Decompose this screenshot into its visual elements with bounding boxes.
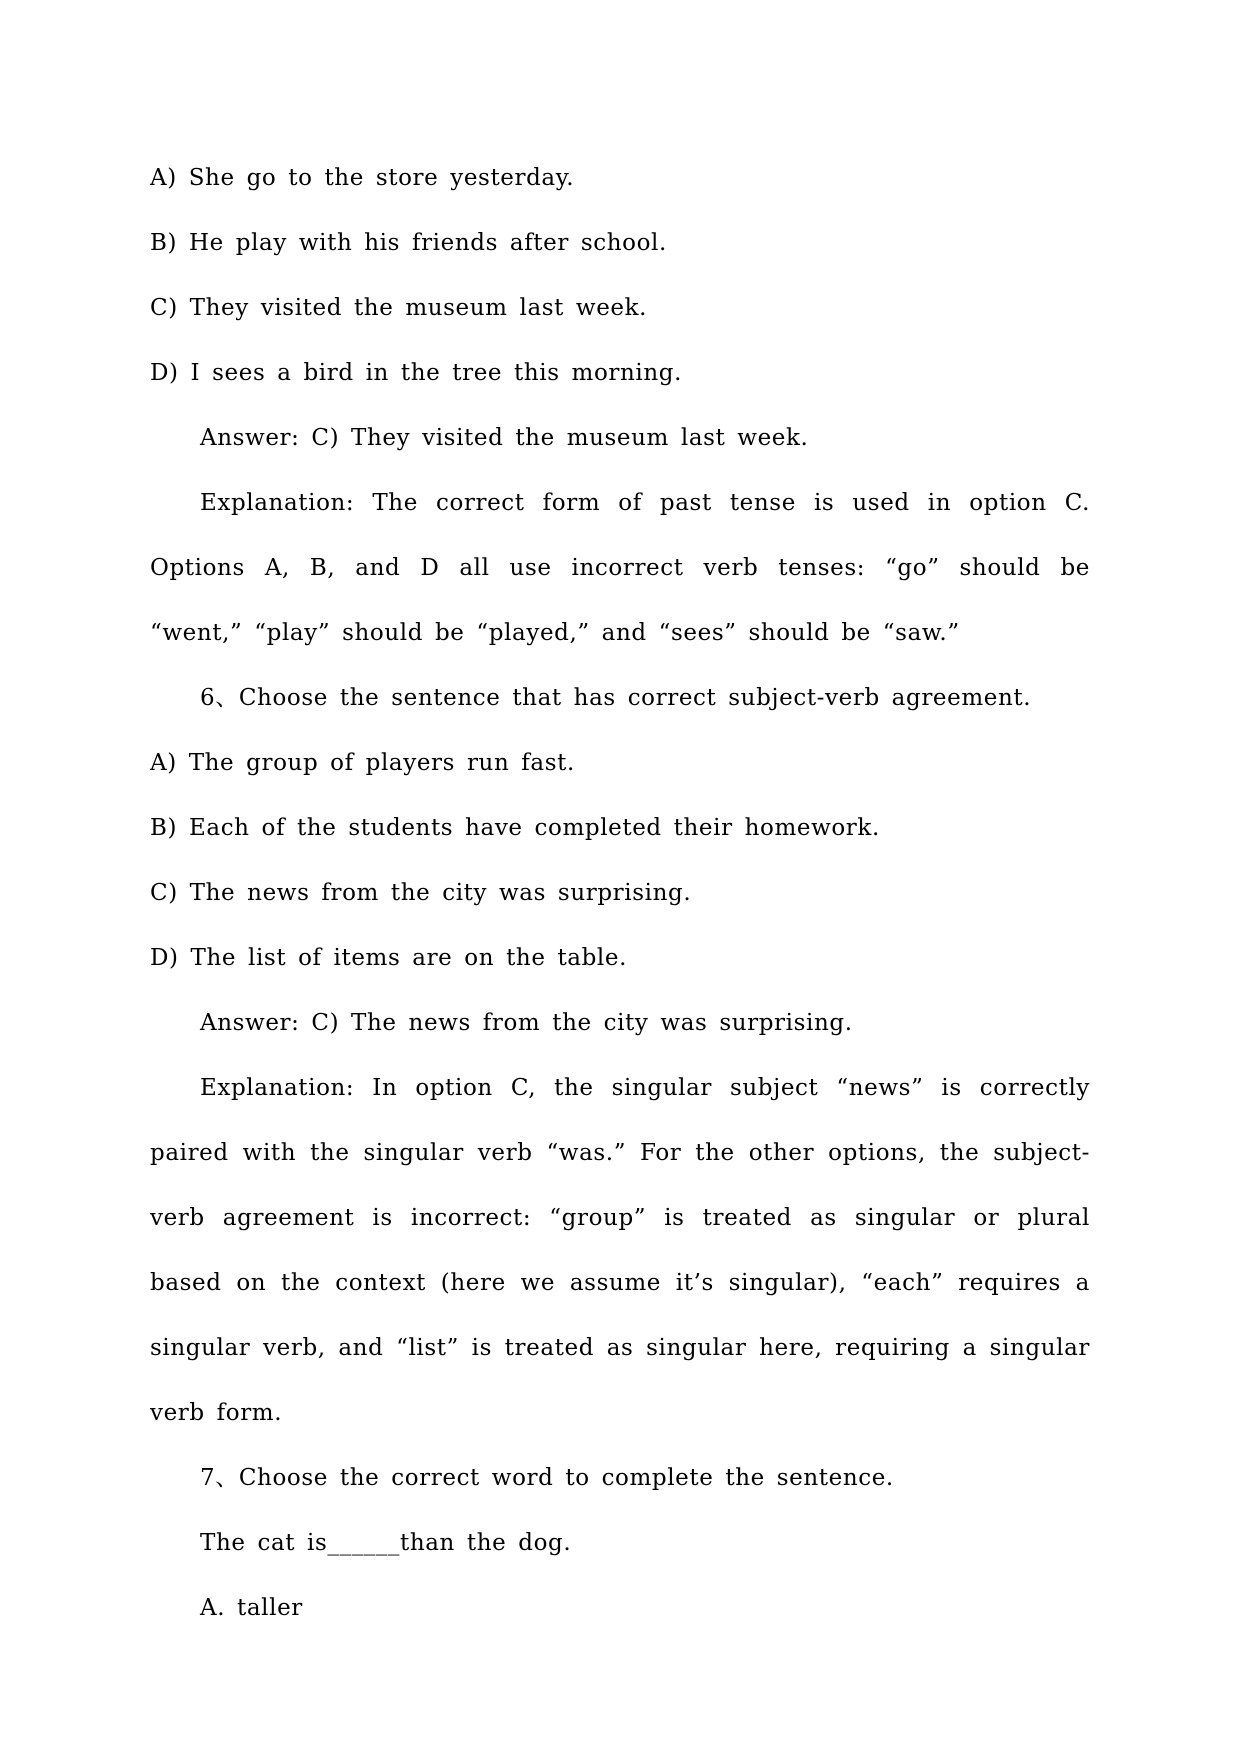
q5-option-b: B) He play with his friends after school. xyxy=(150,230,667,256)
q5-option-a: A) She go to the store yesterday. xyxy=(150,165,575,191)
q5-explanation: Explanation: The correct form of past tense is used in option C. Options A, B, and D all use incorrect verb tenses: “go” should be “went,” “play” should be “played,” and “sees” should be “saw.” xyxy=(150,490,1090,646)
q6-option-b: B) Each of the students have completed their homework. xyxy=(150,815,880,841)
q7-option-a: A. taller xyxy=(200,1595,303,1621)
q5-option-d: D) I sees a bird in the tree this morning. xyxy=(150,360,683,386)
q6-answer: Answer: C) The news from the city was surprising. xyxy=(200,1010,853,1036)
q7-question: 7、Choose the correct word to complete the sentence. xyxy=(200,1465,894,1491)
q6-question: 6、Choose the sentence that has correct subject-verb agreement. xyxy=(200,685,1032,711)
q6-option-a: A) The group of players run fast. xyxy=(150,750,575,776)
q6-option-c: C) The news from the city was surprising. xyxy=(150,880,692,906)
document-page xyxy=(150,146,1090,1641)
q6-option-d: D) The list of items are on the table. xyxy=(150,945,628,971)
q5-answer: Answer: C) They visited the museum last week. xyxy=(200,425,809,451)
q5-option-c: C) They visited the museum last week. xyxy=(150,295,648,321)
q6-explanation: Explanation: In option C, the singular subject “news” is correctly paired with the singular verb “was.” For the other options, the subject-verb agreement is incorrect: “group” is treated as singular or plural based on the context (here we assume it’s singular), “each” requires a singular verb, and “list” is treated as singular here, requiring a singular verb form. xyxy=(150,1075,1090,1426)
q7-sentence: The cat is______than the dog. xyxy=(200,1530,572,1556)
